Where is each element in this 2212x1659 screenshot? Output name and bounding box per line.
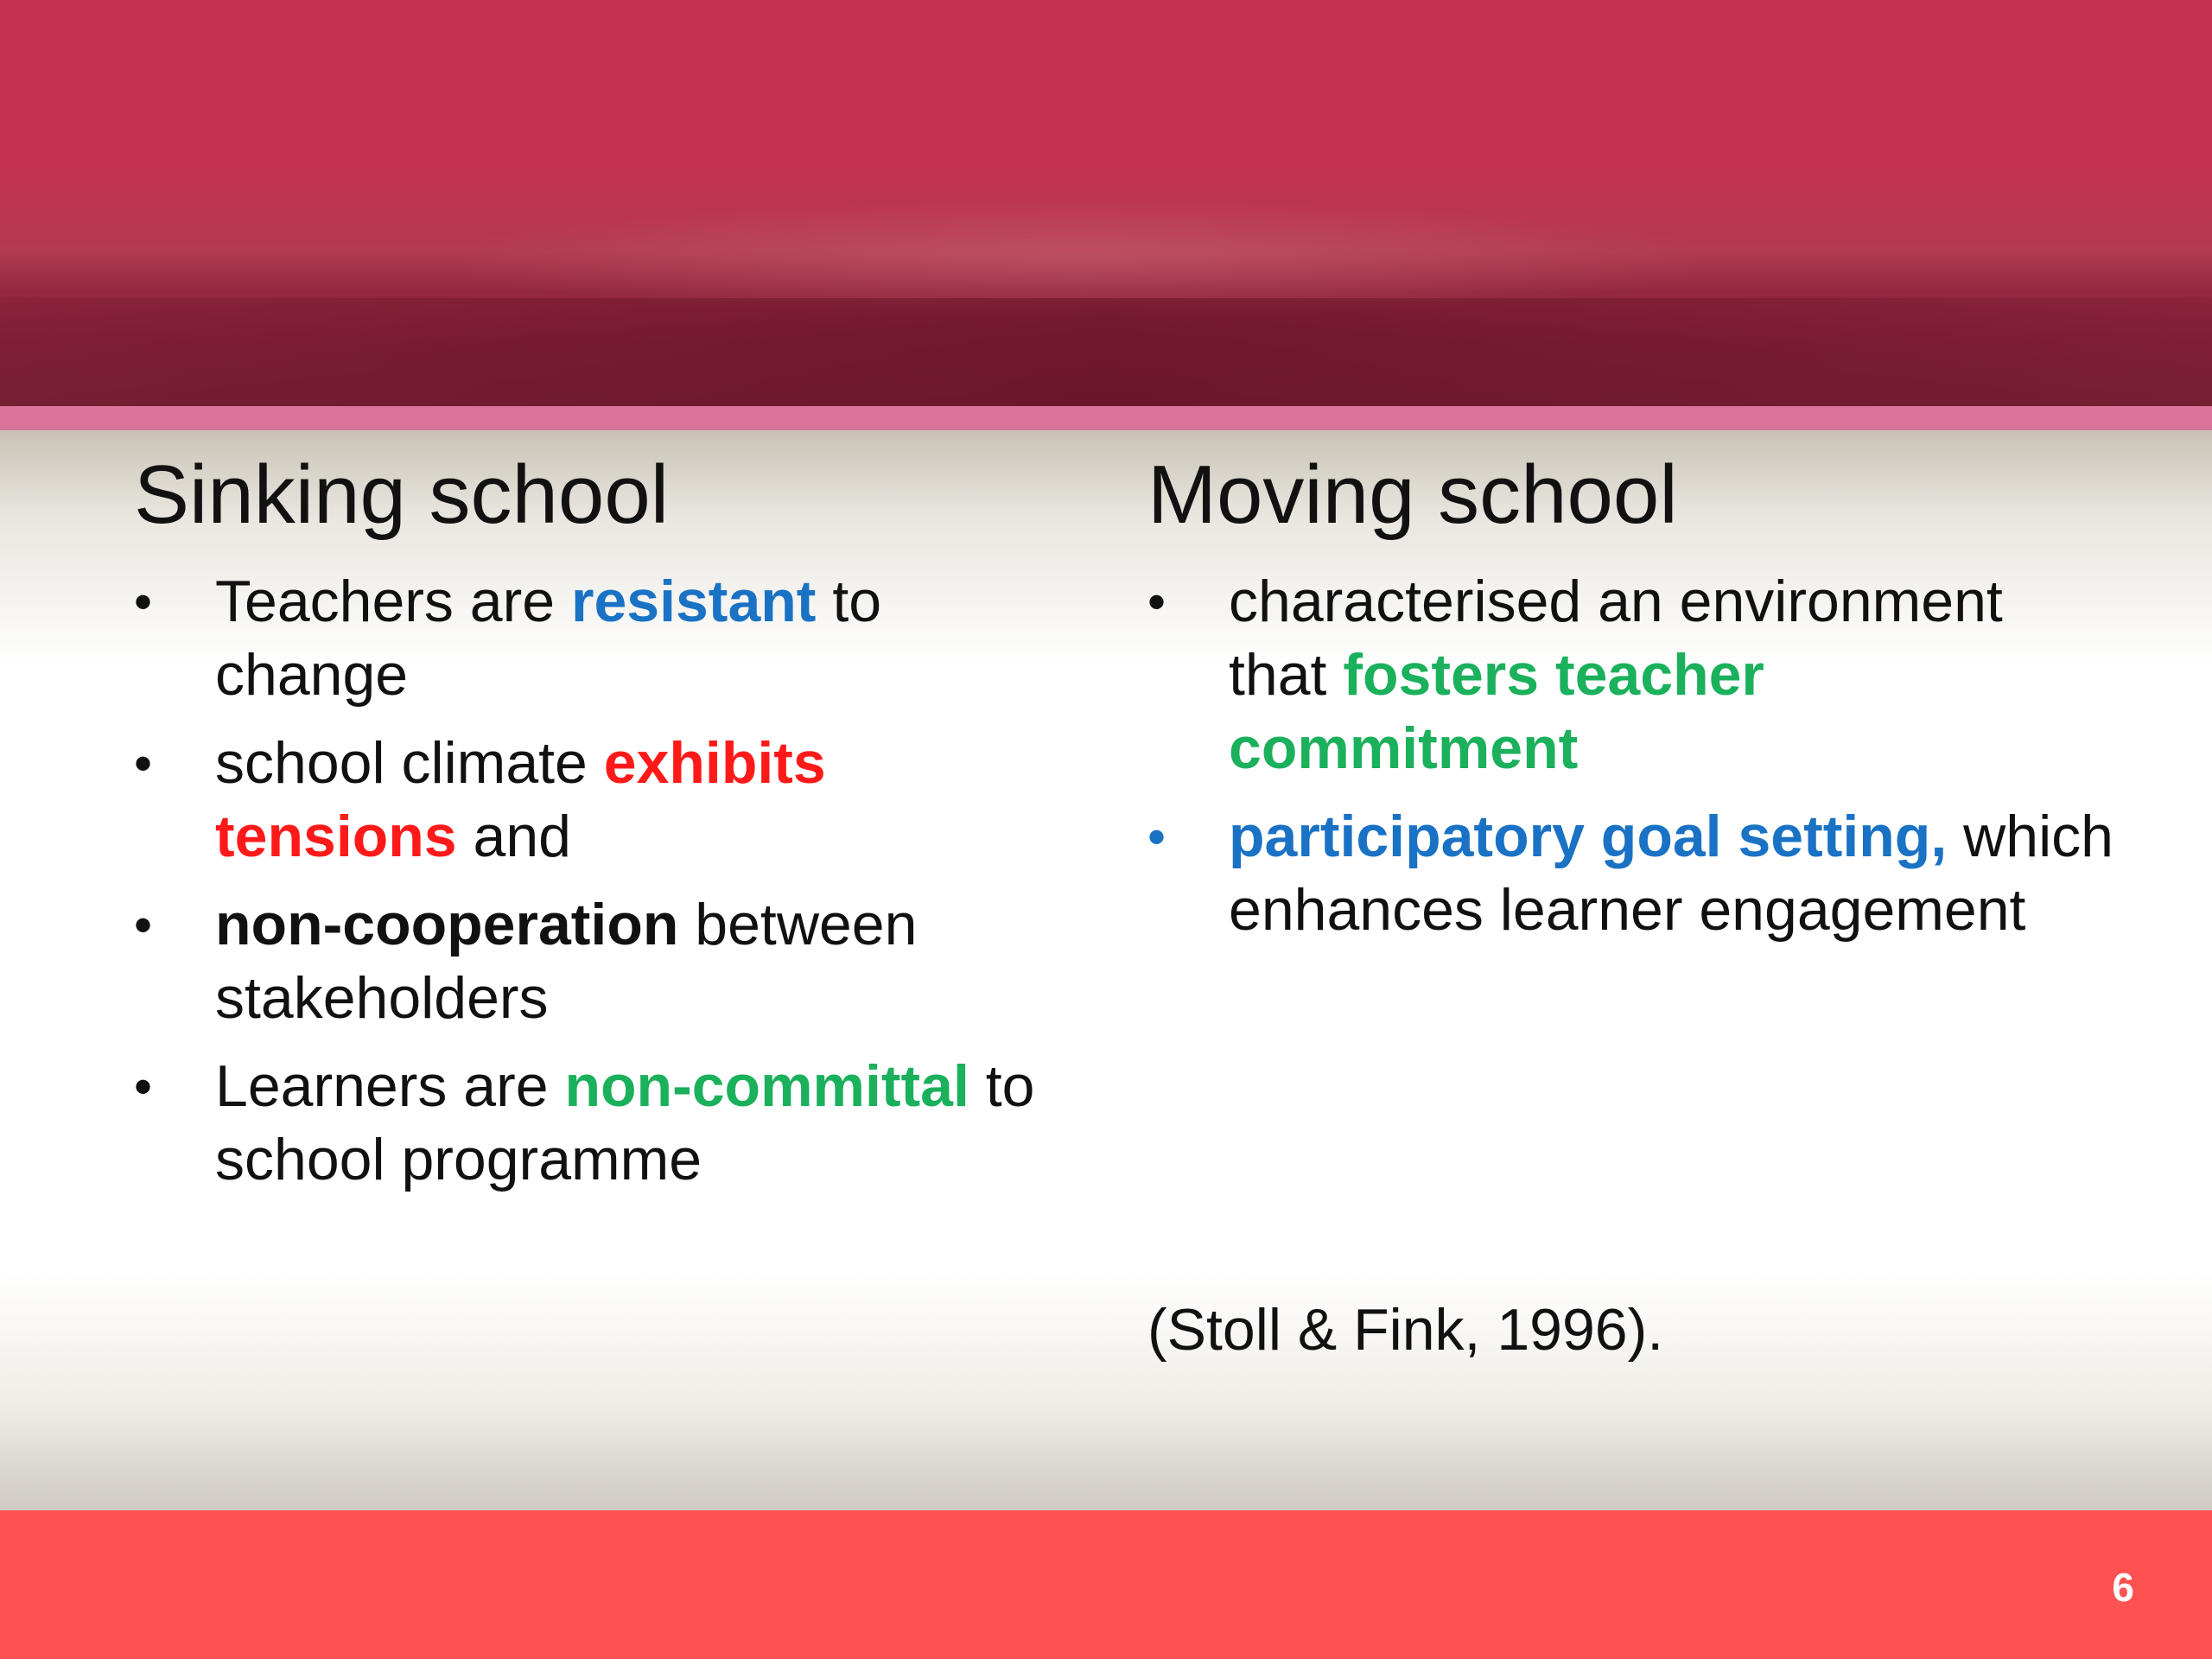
item-text: to school programme: [215, 1053, 1035, 1192]
header-stripe: [0, 406, 2212, 430]
item-highlight: non-committal: [564, 1053, 969, 1119]
item-text: which enhances learner engagement: [1229, 804, 2113, 943]
footer-band: [0, 1510, 2212, 1659]
item-text: Learners are: [215, 1053, 565, 1119]
list-item: [134, 727, 1041, 874]
item-highlight: exhibits tensions: [215, 730, 826, 869]
item-text: Teachers are: [215, 569, 571, 634]
bullet-icon: •: [1147, 808, 1166, 866]
moving-school-list: [1147, 565, 2115, 947]
page-number: 6: [2112, 1565, 2134, 1610]
sinking-school-list: [134, 565, 1041, 1197]
item-highlight: non-cooperation: [215, 892, 679, 957]
header-shadow: [0, 298, 2212, 406]
list-item: [1147, 800, 2115, 947]
list-item: [134, 1050, 1041, 1197]
item-text: to change: [215, 569, 882, 708]
item-text: between stakeholders: [215, 892, 918, 1031]
item-highlight: resistant: [570, 569, 817, 634]
bullet-icon: •: [1147, 573, 1166, 631]
moving-school-column: [1147, 445, 2115, 962]
sinking-school-title: Sinking school: [134, 448, 670, 541]
bullet-icon: •: [134, 573, 153, 631]
moving-school-title: Moving school: [1147, 448, 1678, 541]
bullet-icon: •: [134, 896, 153, 954]
list-item: [1147, 565, 2115, 785]
bullet-icon: •: [134, 1058, 153, 1116]
sinking-school-column: [134, 445, 1041, 1211]
list-item: [134, 565, 1041, 712]
citation: (Stoll & Fink, 1996).: [1147, 1297, 1664, 1363]
bullet-icon: •: [134, 734, 153, 792]
item-text: characterised an environment that: [1229, 569, 2003, 708]
item-text: and: [456, 804, 571, 869]
item-text: school climate: [215, 730, 604, 796]
item-highlight: fosters teacher commitment: [1229, 642, 1764, 781]
item-highlight: participatory goal setting,: [1229, 804, 1948, 869]
list-item: [134, 888, 1041, 1035]
